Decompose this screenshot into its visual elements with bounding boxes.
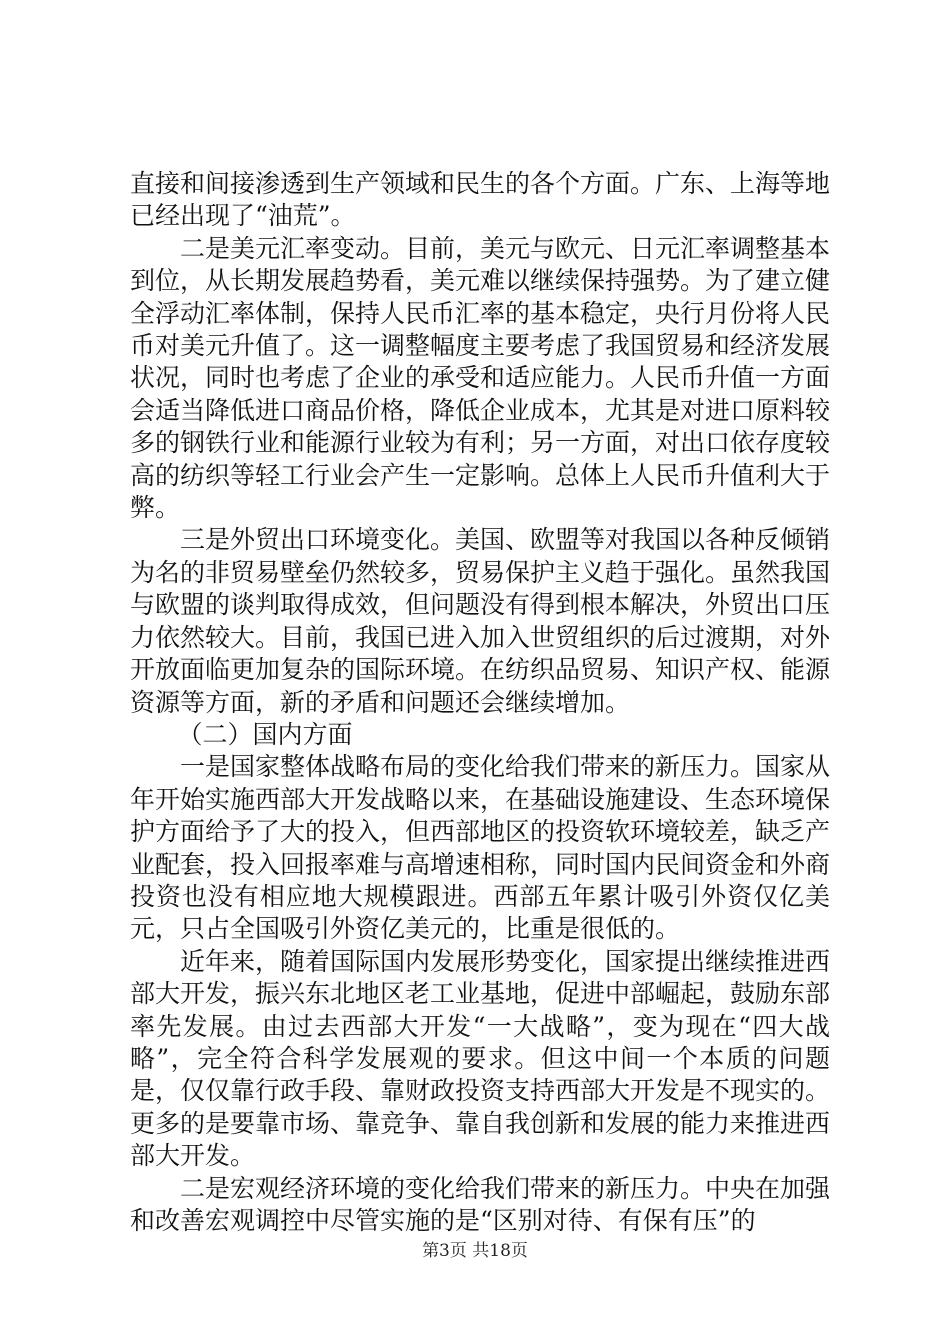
page-number-footer: 第3页 共18页 [422,1241,528,1261]
paragraph-macro-economy: 二是宏观经济环境的变化给我们带来的新压力。中央在加强和改善宏观调控中尽管实施的是“区别对待、有保有压”的 [130,1173,831,1235]
paragraph-national-strategy: 一是国家整体战略布局的变化给我们带来的新压力。国家从年开始实施西部大开发战略以来，在基础设施建设、生态环境保护方面给予了大的投入，但西部地区的投资软环境较差，缺乏产业配套，投入回报率难与高增速相称，同时国内民间资金和外商投资也没有相应地大规模跟进。西部五年累计吸引外资仅亿美元，只占全国吸引外资亿美元的，比重是很低的。 [130,752,831,944]
section-heading-domestic: （二）国内方面 [177,719,353,749]
paragraph-four-strategies: 近年来，随着国际国内发展形势变化，国家提出继续推进西部大开发，振兴东北地区老工业基地，促进中部崛起，鼓励东部率先发展。由过去西部大开发“一大战略”，变为现在“四大战略”，完全符合科学发展观的要求。但这中间一个本质的问题是，仅仅靠行政手段、靠财政投资支持西部大开发是不现实的。更多的是要靠市场、靠竞争、靠自我创新和发展的能力来推进西部大开发。 [130,946,831,1171]
paragraph-oil-shortage: 直接和间接渗透到生产领域和民生的各个方面。广东、上海等地已经出现了“油荒”。 [130,169,831,231]
paragraph-foreign-trade: 三是外贸出口环境变化。美国、欧盟等对我国以各种反倾销为名的非贸易壁垒仍然较多，贸易保护主义趋于强化。虽然我国与欧盟的谈判取得成效，但问题没有得到根本解决，外贸出口压力依然较大。目前，我国已进入加入世贸组织的后过渡期，对外开放面临更加复杂的国际环境。在纺织品贸易、知识产权、能源资源等方面，新的矛盾和问题还会继续增加。 [130,525,831,717]
paragraph-dollar-exchange-rate: 二是美元汇率变动。目前，美元与欧元、日元汇率调整基本到位，从长期发展趋势看，美元难以继续保持强势。为了建立健全浮动汇率体制，保持人民币汇率的基本稳定，央行月份将人民币对美元升值了。这一调整幅度主要考虑了我国贸易和经济发展状况，同时也考虑了企业的承受和适应能力。人民币升值一方面会适当降低进口商品价格，降低企业成本，尤其是对进口原料较多的钢铁行业和能源行业较为有利；另一方面，对出口依存度较高的纺织等轻工行业会产生一定影响。总体上人民币升值利大于弊。 [130,233,831,523]
document-body [130,168,830,1237]
